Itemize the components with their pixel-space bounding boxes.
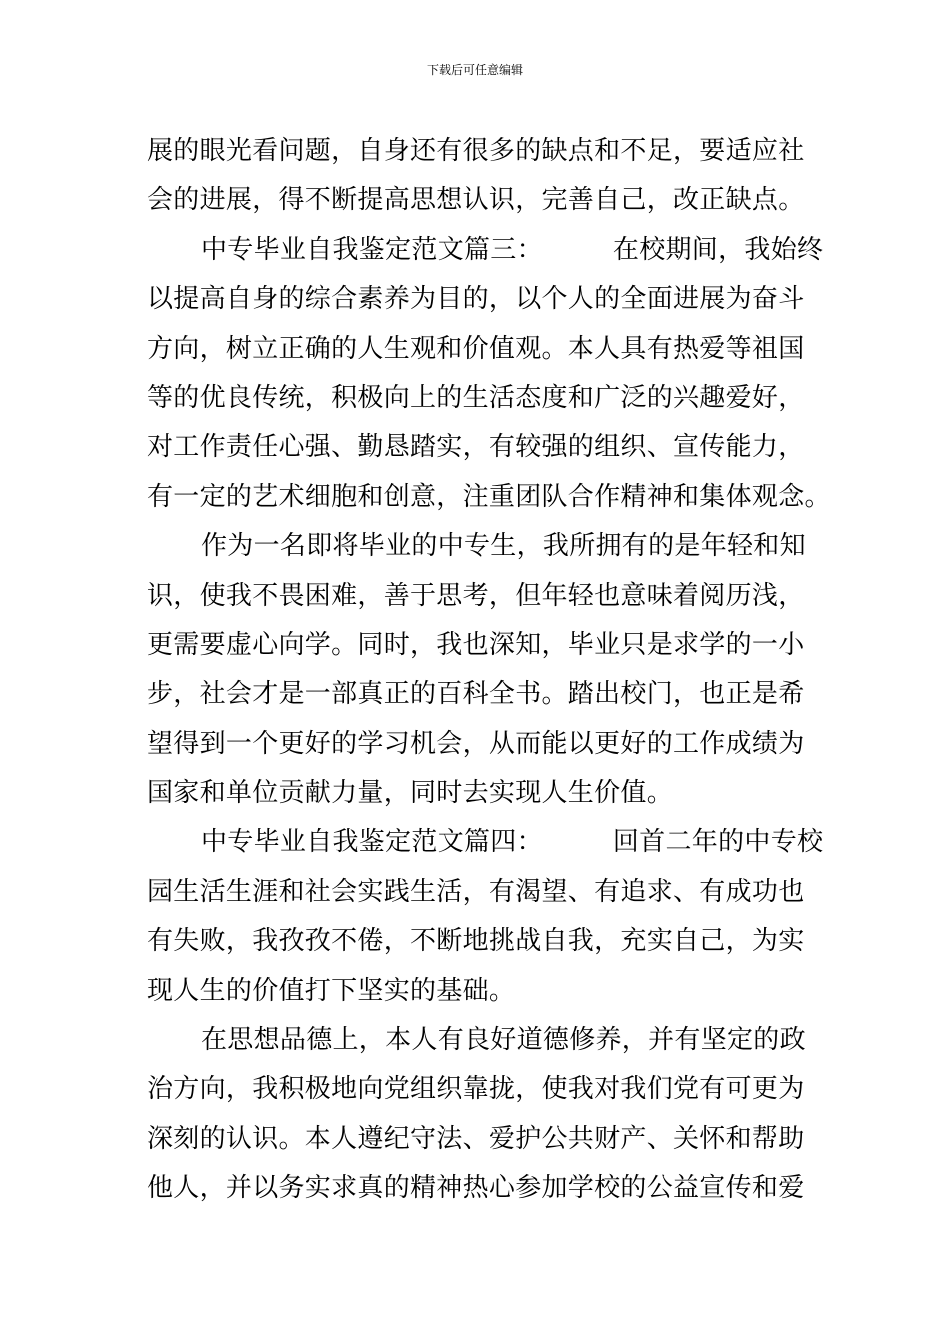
text-line: 更需要虚心向学。同时，我也深知，毕业只是求学的一小 xyxy=(147,629,805,660)
text-line: 园生活生涯和社会实践生活，有渴望、有追求、有成功也 xyxy=(147,876,805,907)
text-line: 在思想品德上，本人有良好道德修养，并有坚定的政 xyxy=(201,1025,806,1056)
text-line: 方向，树立正确的人生观和价值观。本人具有热爱等祖国 xyxy=(147,333,805,364)
document-body xyxy=(147,127,831,1214)
text-line: 识，使我不畏困难，善于思考，但年轻也意味着阅历浅， xyxy=(147,580,805,611)
text-line: 深刻的认识。本人遵纪守法、爱护公共财产、关怀和帮助 xyxy=(147,1123,805,1154)
text-line: 作为一名即将毕业的中专生，我所拥有的是年轻和知 xyxy=(201,531,806,562)
text-line xyxy=(147,226,824,275)
section-heading: 中专毕业自我鉴定范文篇四： xyxy=(201,827,543,858)
text-line: 望得到一个更好的学习机会，从而能以更好的工作成绩为 xyxy=(147,728,805,759)
text-line: 治方向，我积极地向党组织靠拢，使我对我们党有可更为 xyxy=(147,1074,805,1105)
text-line: 会的进展，得不断提高思想认识，完善自己，改正缺点。 xyxy=(147,185,805,216)
text-line: 有一定的艺术细胞和创意，注重团队合作精神和集体观念。 xyxy=(147,481,831,512)
text-line: 等的优良传统，积极向上的生活态度和广泛的兴趣爱好， xyxy=(147,382,805,413)
page-header: 下载后可任意编辑 xyxy=(426,63,523,77)
text-line: 步，社会才是一部真正的百科全书。踏出校门，也正是希 xyxy=(147,679,805,710)
text-line: 他人，并以务实求真的精神热心参加学校的公益宣传和爱 xyxy=(147,1173,805,1204)
text-line: 以提高自身的综合素养为目的，以个人的全面进展为奋斗 xyxy=(147,284,805,315)
text-line: 国家和单位贡献力量，同时去实现人生价值。 xyxy=(147,778,674,809)
section-heading: 中专毕业自我鉴定范文篇三： xyxy=(201,234,543,265)
text-span: 在校期间，我始终 xyxy=(612,234,824,265)
text-span: 回首二年的中专校 xyxy=(612,827,824,858)
text-line: 有失败，我孜孜不倦，不断地挑战自我，充实自己，为实 xyxy=(147,926,805,957)
text-line: 现人生的价值打下坚实的基础。 xyxy=(147,975,516,1006)
text-line: 展的眼光看问题，自身还有很多的缺点和不足，要适应社 xyxy=(147,136,805,166)
text-line xyxy=(147,818,824,867)
text-line: 对工作责任心强、勤恳踏实，有较强的组织、宣传能力， xyxy=(147,432,805,463)
